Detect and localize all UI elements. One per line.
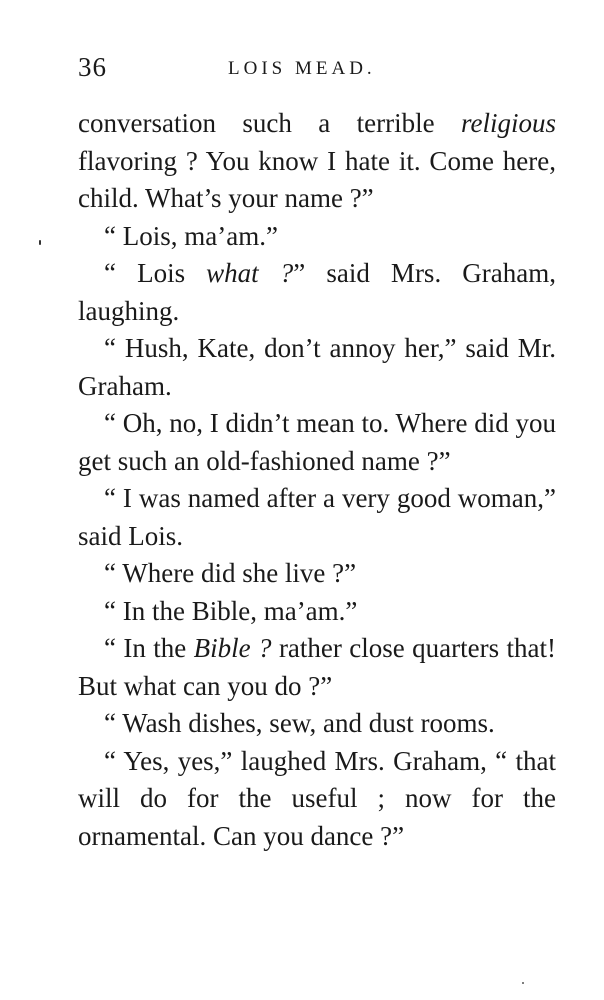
italic-segment: Bible ? [193, 633, 272, 663]
paragraph [78, 743, 556, 856]
text-segment: “ I was named after a very good woman,” said Lois. [78, 483, 556, 551]
text-segment: rather close quarters that! But what can you do ?” [78, 633, 556, 701]
page-header [78, 52, 558, 86]
text-segment: “ Wash dishes, sew, and dust rooms. [104, 708, 495, 738]
paragraph [78, 330, 556, 405]
text-segment: flavoring ? You know I hate it. Come here, child. What’s your name ?” [78, 145, 556, 213]
text-segment: “ Lois, ma’am.” [104, 220, 278, 251]
paragraph [78, 555, 556, 593]
ink-speck [522, 982, 524, 984]
text-segment: “ Yes, yes,” laughed Mrs. Graham, “ that will do for the useful ; now for the ornamental. Can you dance ?” [78, 745, 556, 851]
paragraph [78, 630, 556, 705]
paragraph [78, 405, 556, 480]
paragraph [78, 105, 556, 218]
running-title: LOIS MEAD. [228, 58, 376, 79]
page-number: 36 [78, 52, 107, 82]
paragraph [78, 255, 556, 330]
ink-speck [39, 240, 41, 245]
paragraph [78, 593, 556, 631]
italic-segment: religious [460, 108, 556, 138]
text-segment: “ Oh, no, I didn’t mean to. Where did you get such an old-fashioned name ?” [78, 408, 556, 476]
text-segment: “ Lois [104, 258, 207, 288]
text-segment: “ Where did she live ?” [104, 558, 357, 588]
italic-segment: what ? [206, 258, 294, 288]
paragraph [78, 705, 556, 743]
paragraph [78, 218, 556, 256]
text-segment: “ In the Bible, ma’am.” [104, 595, 358, 626]
body-text [78, 105, 556, 855]
text-segment: ” said Mrs. Graham, laughing. [78, 258, 556, 326]
text-segment: “ Hush, Kate, don’t annoy her,” said Mr. Graham. [78, 333, 556, 401]
text-segment: “ In the [104, 633, 194, 663]
text-segment: conversation such a terrible [78, 108, 461, 138]
paragraph [78, 480, 556, 555]
